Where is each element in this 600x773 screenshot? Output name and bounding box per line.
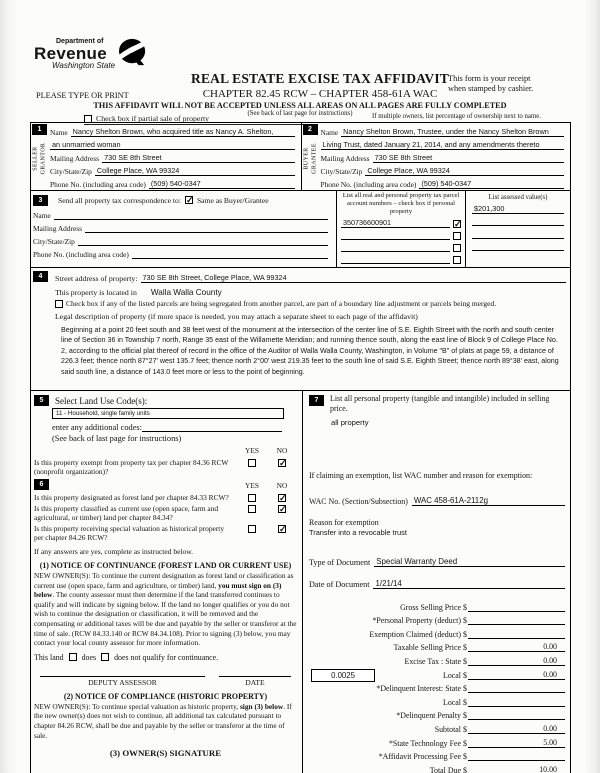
land-does-not-checkbox[interactable] [101, 653, 109, 661]
buyer-phone-field[interactable]: (509) 540-0347 [419, 179, 564, 189]
dollar-sign: $ [463, 752, 467, 762]
current-use-no-checkbox[interactable]: ✓ [279, 504, 287, 514]
notice-compliance-title: (2) NOTICE OF COMPLIANCE (HISTORIC PROPERTY) [63, 691, 268, 701]
seller-mailing-label: Mailing Address [50, 154, 100, 163]
tax-exempt-question: Is this property exempt from property tax per chapter 84.36 RCW (nonprofit organization)? [34, 458, 229, 476]
fee-amount-field[interactable] [468, 706, 565, 707]
buyer-city-label: City/State/Zip [320, 167, 363, 176]
section-5-number: 5 [34, 395, 49, 406]
parcel-personal-checkbox[interactable] [453, 232, 461, 240]
corr-name-label: Name [33, 211, 51, 220]
parcel-number-field[interactable]: 350736600901 [341, 218, 450, 228]
same-as-buyer-label: Same as Buyer/Grantee [196, 195, 269, 205]
notice-continuance-title: (1) NOTICE OF CONTINUANCE (FOREST LAND OR CURRENT USE) [39, 561, 292, 570]
no-column-header: NO [276, 446, 288, 455]
buyer-mailing-label: Mailing Address [320, 154, 370, 163]
fee-amount-field[interactable]: 0.00 [468, 642, 565, 652]
fee-label: Total Due [429, 765, 461, 773]
tax-exempt-no-checkbox[interactable]: ✓ [279, 458, 287, 468]
parcel-personal-checkbox[interactable] [453, 256, 461, 264]
yes-column-header: YES [245, 446, 259, 455]
wac-number-label: WAC No. (Section/Subsection) [309, 497, 408, 506]
parcel-personal-checkbox[interactable] [453, 244, 461, 252]
fee-amount-field[interactable] [468, 624, 565, 625]
date-signature-line[interactable]: DATE [219, 676, 291, 687]
corr-mailing-field[interactable] [85, 232, 328, 233]
section-1-number: 1 [32, 124, 47, 135]
buyer-mailing-field[interactable]: 730 SE 8th Street [373, 153, 564, 163]
buyer-city-field[interactable]: College Place, WA 99324 [365, 166, 564, 176]
segregated-label: Check box if any of the listed parcels are being segregated from another parcel, are part of a boundary line adjustment or parcels being merged. [66, 299, 497, 308]
legal-description-text: Beginning at a point 20 feet south and 38 feet west of the monument at the intersection of the center line of S.E. Eighth Street with the north and south center line of Section 36 in Township 7 north, Range 35 east of the Willamette Meridian; and running thence south, along the east line of Block 9 of College Place No. 2, according to the official plat thereof of record in the office of the Auditor of Walla Walla County, Washington, in Volume "B" of plats at page 59, a distance of 226.3 feet; thence north 87°27' west 135.7 feet; thence north 2°00' west 219.35 feet to the south line of said S.E. Eighth Street; thence north 89°38' east, along said south line, a distance of 143.0 feet more or less to the point of beginning. [61, 326, 559, 376]
reason-exemption-field[interactable]: Transfer into a revocable trust [309, 528, 407, 537]
doc-type-label: Type of Document [309, 558, 371, 567]
multiple-owners-note: If multiple owners, list percentage of ownership next to name. [372, 113, 541, 120]
form-body [30, 122, 571, 773]
buyer-grantee-side-label: BUYER GRANTEE [303, 143, 317, 174]
fee-row [309, 612, 565, 626]
dollar-sign: $ [463, 616, 467, 626]
corr-city-label: City/State/Zip [33, 237, 75, 246]
receipt-note: This form is your receipt when stamped by cashier. [448, 74, 534, 94]
fee-label: Excise Tax : State [404, 656, 461, 666]
fee-label: Taxable Selling Price [393, 643, 461, 653]
seller-phone-field[interactable]: (509) 540-0347 [149, 179, 295, 189]
current-use-question: Is this property classified as current use (open space, farm and agricultural, or timber) land per chapter 84.34? [34, 504, 219, 522]
fee-row [309, 598, 565, 612]
land-use-code-select[interactable]: 11 - Household, single family units [52, 408, 284, 419]
fee-amount-field[interactable] [468, 638, 565, 639]
forest-yes-checkbox[interactable] [248, 494, 256, 502]
buyer-phone-label: Phone No. (including area code) [320, 180, 417, 189]
doc-date-field[interactable]: 1/21/14 [373, 579, 565, 589]
street-address-label: Street address of property: [55, 274, 138, 283]
forest-land-question: Is this property designated as forest land per chapter 84.33 RCW? [34, 493, 229, 502]
assessed-value-field[interactable]: $201,300 [472, 204, 564, 214]
fee-amount-field[interactable] [468, 760, 565, 761]
fee-row [309, 652, 565, 666]
fees-section [309, 598, 565, 773]
parcel-number-field[interactable] [341, 239, 450, 240]
agency-state: Washington State [52, 61, 116, 70]
seller-mailing-field[interactable]: 730 SE 8th Street [102, 153, 294, 163]
fee-label: *Delinquent Penalty [396, 711, 461, 721]
agency-name-small: Department of [56, 38, 104, 45]
local-rate-field[interactable]: 0.0025 [311, 669, 375, 682]
please-type-or-print: PLEASE TYPE OR PRINT [36, 91, 129, 100]
fee-label: Subtotal [434, 724, 461, 734]
this-land-label: This land [34, 652, 64, 662]
fee-amount-field[interactable] [468, 719, 565, 720]
dollar-sign: $ [463, 697, 467, 707]
fee-row [309, 625, 565, 639]
fee-label: *State Technology Fee [388, 738, 461, 748]
segregated-checkbox[interactable] [55, 300, 63, 308]
fee-amount-field[interactable] [468, 692, 565, 693]
fee-label: Local [443, 697, 461, 707]
forest-no-checkbox[interactable]: ✓ [279, 493, 287, 503]
seller-grantor-section [31, 123, 301, 190]
parcel-personal-checkbox[interactable]: ✓ [454, 219, 462, 229]
agency-name: Revenue [34, 44, 107, 63]
parties-section [31, 123, 570, 191]
fee-row [309, 639, 565, 653]
parcel-numbers-header: List all real and personal property tax parcel account numbers – check box if personal property [342, 192, 460, 215]
buyer-name-field-line2[interactable]: Living Trust, dated January 21, 2014, and any amendments thereto [321, 140, 565, 150]
parcel-numbers-column [336, 191, 465, 267]
dollar-sign: $ [463, 724, 467, 734]
parcel-number-field[interactable] [341, 263, 450, 264]
personal-property-title: List all personal property (tangible and intangible) included in selling price. [330, 394, 550, 413]
fee-label: Gross Selling Price [400, 602, 461, 612]
section-2-number: 2 [303, 124, 318, 135]
dor-logo-block [34, 38, 194, 71]
if-yes-note: If any answers are yes, complete as instructed below. [34, 547, 194, 556]
fee-label: *Affidavit Processing Fee [378, 752, 461, 762]
section-7-number: 7 [309, 395, 324, 406]
right-column [303, 391, 570, 773]
notice-compliance-text: NEW OWNER(S): To continue special valuation as historic property, sign (3) below. If the new owner(s) does not wish to continue, all additional tax calculated pursuant to chapter 84.26 RCW, shall be due and payable by the seller or transferor at the time of sale. [34, 701, 292, 740]
notice-continuance-text: NEW OWNER(S): To continue the current designation as forest land or classification as current use (open space, farm and agriculture, or timber) land, you must sign on (3) below. The county assessor must then determine if the land transferred continues to qualify and will indicate by signing below. If the land no longer qualifies or you do not wish to continue the designation or classification, it will be removed and the compensating or additional taxes will be due and payable by the seller or transferor at the time of sale. (RCW 84.33.140 or RCW 84.34.108). Prior to signing (3) below, you may contact your local county assessor for more information. [34, 571, 297, 648]
section-6-number: 6 [34, 479, 49, 490]
fee-amount-field[interactable]: 0.00 [468, 724, 565, 734]
fee-row [309, 734, 565, 748]
dollar-sign: $ [463, 629, 467, 639]
assessed-values-header: List assessed value(s) [488, 194, 548, 201]
land-use-title: Select Land Use Code(s): [55, 395, 148, 406]
dollar-sign: $ [463, 643, 467, 653]
yes-column-header: YES [245, 480, 259, 490]
fee-amount-field[interactable]: 10.00 [468, 765, 565, 773]
fee-row-total [309, 761, 565, 773]
current-use-yes-checkbox[interactable] [248, 505, 256, 513]
fee-amount-field[interactable]: 0.00 [468, 670, 565, 680]
left-column [31, 391, 303, 773]
doc-date-label: Date of Document [309, 580, 370, 589]
fee-amount-field[interactable]: 5.00 [468, 738, 565, 748]
corr-phone-label: Phone No. (including area code) [33, 250, 129, 259]
fee-row-local-rate [309, 666, 565, 680]
assessed-value-field[interactable] [472, 250, 564, 251]
see-back-note: (See back of last page for instructions) [52, 434, 182, 443]
instructions-note: (See back of last page for instructions) [247, 110, 353, 117]
seller-city-field[interactable]: College Place, WA 99324 [95, 166, 295, 176]
partial-sale-label: Check box if partial sale of property [96, 114, 210, 123]
legal-description-label: Legal description of property (if more space is needed, you may attach a separate sheet to each page of the affidavit) [55, 312, 418, 321]
dollar-sign: $ [463, 602, 467, 612]
form-title: REAL ESTATE EXCISE TAX AFFIDAVIT [191, 71, 449, 86]
revenue-logo-icon [117, 38, 149, 71]
corr-phone-field[interactable] [132, 258, 328, 259]
reason-exemption-label: Reason for exemption [309, 518, 379, 527]
fee-amount-field[interactable]: 0.00 [468, 656, 565, 666]
county-field[interactable]: Walla Walla County [150, 288, 222, 297]
fee-label: *Personal Property (deduct) [372, 616, 461, 626]
additional-codes-field[interactable] [142, 431, 282, 432]
seller-grantor-side-label: SELLER GRANTOR [32, 142, 46, 175]
fee-row [309, 680, 565, 694]
dollar-sign: $ [463, 656, 467, 666]
no-column-header: NO [276, 480, 288, 490]
located-in-label: This property is located in [55, 288, 137, 297]
does-not-label: does not qualify for continuance. [114, 652, 219, 662]
historic-yes-checkbox[interactable] [248, 525, 256, 533]
corr-city-field[interactable] [78, 245, 328, 246]
does-label: does [81, 652, 97, 662]
assessed-values-column [465, 191, 570, 267]
buyer-name-label: Name [320, 128, 339, 137]
tax-exempt-yes-checkbox[interactable] [248, 459, 256, 467]
seller-city-label: City/State/Zip [50, 167, 92, 176]
dollar-sign: $ [463, 684, 467, 694]
completion-warning: THIS AFFIDAVIT WILL NOT BE ACCEPTED UNLESS ALL AREAS ON ALL PAGES ARE FULLY COMPLETED [93, 101, 507, 110]
dollar-sign: $ [463, 738, 467, 748]
dollar-sign: $ [463, 711, 467, 721]
fee-row [309, 720, 565, 734]
dollar-sign: $ [463, 765, 467, 773]
seller-name-field-line2[interactable]: an unmarried woman [50, 140, 295, 150]
correspondence-section [31, 191, 570, 268]
deputy-assessor-signature-line[interactable]: DEPUTY ASSESSOR [40, 676, 205, 687]
personal-property-field[interactable]: all property [331, 418, 369, 427]
assessed-value-field[interactable] [472, 238, 564, 239]
historic-property-question: Is this property receiving special valuation as historical property per chapter 84.26 RCW? [34, 524, 225, 542]
dollar-sign: $ [463, 670, 467, 680]
fee-row [309, 707, 565, 721]
wac-number-field[interactable]: WAC 458-61A-2112g [412, 496, 565, 506]
same-as-buyer-checkbox[interactable]: ✓ [185, 195, 194, 205]
send-correspondence-label: Send all property tax correspondence to: [58, 195, 181, 205]
seller-name-label: Name [50, 128, 68, 137]
fee-row [309, 748, 565, 762]
fee-label: Exemption Claimed (deduct) [369, 629, 461, 639]
owners-signature-title: (3) OWNER(S) SIGNATURE [109, 748, 222, 759]
additional-codes-label: enter any additional codes: [52, 423, 142, 432]
historic-no-checkbox[interactable]: ✓ [279, 524, 287, 534]
buyer-grantee-section [301, 123, 571, 190]
corr-mailing-label: Mailing Address [33, 224, 83, 233]
section-4-number: 4 [33, 271, 48, 282]
fee-row [309, 693, 565, 707]
form-subtitle: CHAPTER 82.45 RCW – CHAPTER 458-61A WAC [202, 88, 438, 100]
fee-amount-field[interactable] [468, 611, 565, 612]
fee-label: Local [443, 670, 461, 680]
property-section [31, 268, 570, 391]
street-address-field[interactable]: 730 SE 8th Street, College Place, WA 99324 [141, 273, 567, 283]
fee-label: *Delinquent Interest: State [376, 684, 461, 694]
assessed-value-field[interactable] [472, 225, 564, 226]
seller-phone-label: Phone No. (including area code) [50, 180, 146, 189]
buyer-name-field[interactable]: Nancy Shelton Brown, Trustee, under the Nancy Shelton Brown [341, 127, 564, 137]
doc-type-field[interactable]: Special Warranty Deed [374, 557, 565, 567]
exemption-prompt: If claiming an exemption, list WAC number and reason for exemption: [309, 471, 533, 480]
corr-name-field[interactable] [54, 219, 328, 220]
section-3-number: 3 [33, 195, 48, 206]
parcel-number-field[interactable] [341, 251, 450, 252]
land-does-checkbox[interactable] [69, 653, 77, 661]
seller-name-field[interactable]: Nancy Shelton Brown, who acquired title as Nancy A. Shelton, [71, 127, 295, 137]
